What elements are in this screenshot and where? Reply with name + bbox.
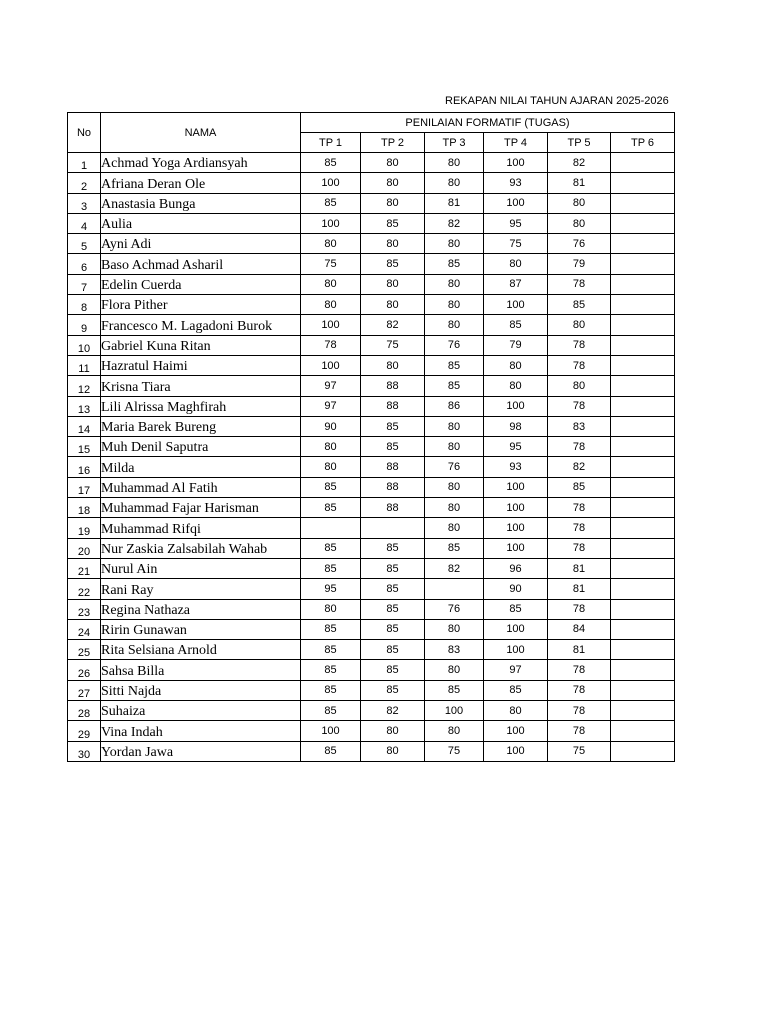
score-tp5-cell[interactable]: 78	[548, 498, 611, 518]
score-tp5-cell[interactable]: 80	[548, 213, 611, 233]
score-tp2-cell[interactable]: 82	[361, 315, 425, 335]
score-tp2-cell[interactable]: 85	[361, 599, 425, 619]
row-number-cell[interactable]: 26	[68, 660, 101, 680]
table-row	[68, 498, 675, 518]
table-row	[68, 376, 675, 396]
score-tp1-cell[interactable]: 80	[301, 437, 361, 457]
row-number-cell[interactable]: 13	[68, 396, 101, 416]
score-tp4-cell[interactable]: 87	[484, 274, 548, 294]
grades-table-body	[68, 153, 675, 762]
score-tp4-cell[interactable]: 80	[484, 355, 548, 375]
score-tp3-cell[interactable]: 100	[425, 701, 484, 721]
score-tp6-cell[interactable]	[611, 437, 675, 457]
score-tp5-cell[interactable]: 78	[548, 660, 611, 680]
header-tp2: TP 2	[361, 133, 425, 153]
header-formative-group: PENILAIAN FORMATIF (TUGAS)	[301, 113, 675, 133]
row-number-cell[interactable]: 2	[68, 173, 101, 193]
student-name-cell[interactable]: Muhammad Al Fatih	[101, 477, 301, 497]
student-name-cell[interactable]: Regina Nathaza	[101, 599, 301, 619]
score-tp3-cell[interactable]	[425, 579, 484, 599]
score-tp1-cell[interactable]: 80	[301, 295, 361, 315]
score-tp5-cell[interactable]: 82	[548, 153, 611, 173]
table-row	[68, 599, 675, 619]
score-tp1-cell[interactable]: 100	[301, 355, 361, 375]
score-tp1-cell[interactable]: 80	[301, 599, 361, 619]
score-tp1-cell[interactable]: 85	[301, 640, 361, 660]
score-tp3-cell[interactable]: 80	[425, 437, 484, 457]
score-tp5-cell[interactable]: 82	[548, 457, 611, 477]
score-tp3-cell[interactable]: 80	[425, 295, 484, 315]
score-tp5-cell[interactable]: 81	[548, 640, 611, 660]
student-name-cell[interactable]: Rani Ray	[101, 579, 301, 599]
student-name-cell[interactable]: Ririn Gunawan	[101, 619, 301, 639]
row-number-cell[interactable]: 7	[68, 274, 101, 294]
table-row	[68, 741, 675, 761]
score-tp5-cell[interactable]: 76	[548, 234, 611, 254]
score-tp1-cell[interactable]: 80	[301, 457, 361, 477]
student-name-cell[interactable]: Sitti Najda	[101, 680, 301, 700]
score-tp3-cell[interactable]: 85	[425, 538, 484, 558]
student-name-cell[interactable]: Afriana Deran Ole	[101, 173, 301, 193]
score-tp6-cell[interactable]	[611, 558, 675, 578]
score-tp4-cell[interactable]: 100	[484, 193, 548, 213]
score-tp1-cell[interactable]: 85	[301, 680, 361, 700]
score-tp2-cell[interactable]: 88	[361, 376, 425, 396]
score-tp6-cell[interactable]	[611, 234, 675, 254]
score-tp5-cell[interactable]: 79	[548, 254, 611, 274]
row-number-cell[interactable]: 6	[68, 254, 101, 274]
row-number-cell[interactable]: 1	[68, 153, 101, 173]
score-tp2-cell[interactable]: 88	[361, 457, 425, 477]
row-number-cell[interactable]: 11	[68, 355, 101, 375]
score-tp6-cell[interactable]	[611, 619, 675, 639]
table-row	[68, 416, 675, 436]
score-tp1-cell[interactable]: 100	[301, 721, 361, 741]
score-tp5-cell[interactable]: 78	[548, 274, 611, 294]
score-tp4-cell[interactable]: 93	[484, 173, 548, 193]
score-tp2-cell[interactable]	[361, 518, 425, 538]
score-tp3-cell[interactable]: 80	[425, 660, 484, 680]
student-name-cell[interactable]: Achmad Yoga Ardiansyah	[101, 153, 301, 173]
score-tp1-cell[interactable]: 85	[301, 538, 361, 558]
grades-table	[67, 112, 675, 762]
score-tp5-cell[interactable]: 78	[548, 396, 611, 416]
header-name: NAMA	[101, 113, 301, 153]
score-tp2-cell[interactable]: 80	[361, 274, 425, 294]
score-tp2-cell[interactable]: 80	[361, 193, 425, 213]
score-tp4-cell[interactable]: 95	[484, 213, 548, 233]
score-tp3-cell[interactable]: 85	[425, 355, 484, 375]
header-no: No	[68, 113, 101, 153]
score-tp6-cell[interactable]	[611, 193, 675, 213]
score-tp5-cell[interactable]: 80	[548, 376, 611, 396]
score-tp2-cell[interactable]: 88	[361, 498, 425, 518]
score-tp5-cell[interactable]: 75	[548, 741, 611, 761]
row-number-cell[interactable]: 28	[68, 701, 101, 721]
row-number-cell[interactable]: 17	[68, 477, 101, 497]
score-tp6-cell[interactable]	[611, 518, 675, 538]
table-row	[68, 173, 675, 193]
score-tp3-cell[interactable]: 85	[425, 680, 484, 700]
score-tp2-cell[interactable]: 80	[361, 234, 425, 254]
score-tp4-cell[interactable]: 100	[484, 498, 548, 518]
table-row	[68, 558, 675, 578]
score-tp1-cell[interactable]: 85	[301, 741, 361, 761]
score-tp5-cell[interactable]: 81	[548, 558, 611, 578]
table-row	[68, 193, 675, 213]
score-tp6-cell[interactable]	[611, 721, 675, 741]
score-tp1-cell[interactable]: 85	[301, 193, 361, 213]
score-tp1-cell[interactable]: 100	[301, 173, 361, 193]
score-tp3-cell[interactable]: 80	[425, 518, 484, 538]
score-tp2-cell[interactable]: 82	[361, 701, 425, 721]
score-tp2-cell[interactable]: 85	[361, 416, 425, 436]
score-tp4-cell[interactable]: 100	[484, 396, 548, 416]
score-tp3-cell[interactable]: 82	[425, 558, 484, 578]
score-tp3-cell[interactable]: 75	[425, 741, 484, 761]
score-tp3-cell[interactable]: 82	[425, 213, 484, 233]
score-tp3-cell[interactable]: 80	[425, 153, 484, 173]
score-tp3-cell[interactable]: 76	[425, 335, 484, 355]
score-tp4-cell[interactable]: 100	[484, 153, 548, 173]
row-number-cell[interactable]: 18	[68, 498, 101, 518]
table-row	[68, 701, 675, 721]
score-tp5-cell[interactable]: 78	[548, 518, 611, 538]
score-tp4-cell[interactable]: 85	[484, 599, 548, 619]
row-number-cell[interactable]: 10	[68, 335, 101, 355]
score-tp2-cell[interactable]: 88	[361, 396, 425, 416]
score-tp3-cell[interactable]: 85	[425, 254, 484, 274]
score-tp2-cell[interactable]: 80	[361, 721, 425, 741]
student-name-cell[interactable]: Francesco M. Lagadoni Burok	[101, 315, 301, 335]
score-tp6-cell[interactable]	[611, 457, 675, 477]
score-tp2-cell[interactable]: 75	[361, 335, 425, 355]
score-tp6-cell[interactable]	[611, 640, 675, 660]
table-row	[68, 477, 675, 497]
score-tp3-cell[interactable]: 86	[425, 396, 484, 416]
row-number-cell[interactable]: 4	[68, 213, 101, 233]
student-name-cell[interactable]: Sahsa Billa	[101, 660, 301, 680]
header-tp3: TP 3	[425, 133, 484, 153]
score-tp1-cell[interactable]: 90	[301, 416, 361, 436]
student-name-cell[interactable]: Krisna Tiara	[101, 376, 301, 396]
header-tp4: TP 4	[484, 133, 548, 153]
table-row	[68, 396, 675, 416]
score-tp2-cell[interactable]: 85	[361, 640, 425, 660]
score-tp6-cell[interactable]	[611, 396, 675, 416]
score-tp1-cell[interactable]: 78	[301, 335, 361, 355]
table-row	[68, 213, 675, 233]
student-name-cell[interactable]: Muhammad Fajar Harisman	[101, 498, 301, 518]
score-tp1-cell[interactable]: 85	[301, 619, 361, 639]
score-tp3-cell[interactable]: 85	[425, 376, 484, 396]
table-row	[68, 295, 675, 315]
score-tp5-cell[interactable]: 81	[548, 579, 611, 599]
score-tp2-cell[interactable]: 85	[361, 579, 425, 599]
score-tp1-cell[interactable]: 85	[301, 701, 361, 721]
score-tp4-cell[interactable]: 100	[484, 538, 548, 558]
score-tp1-cell[interactable]: 85	[301, 477, 361, 497]
table-row	[68, 579, 675, 599]
row-number-cell[interactable]: 30	[68, 741, 101, 761]
table-row	[68, 274, 675, 294]
score-tp3-cell[interactable]: 81	[425, 193, 484, 213]
score-tp2-cell[interactable]: 85	[361, 660, 425, 680]
score-tp2-cell[interactable]: 85	[361, 680, 425, 700]
score-tp2-cell[interactable]: 80	[361, 741, 425, 761]
score-tp2-cell[interactable]: 80	[361, 355, 425, 375]
score-tp2-cell[interactable]: 88	[361, 477, 425, 497]
score-tp4-cell[interactable]: 80	[484, 701, 548, 721]
table-row	[68, 153, 675, 173]
score-tp1-cell[interactable]: 97	[301, 396, 361, 416]
score-tp3-cell[interactable]: 80	[425, 234, 484, 254]
student-name-cell[interactable]: Anastasia Bunga	[101, 193, 301, 213]
student-name-cell[interactable]: Edelin Cuerda	[101, 274, 301, 294]
student-name-cell[interactable]: Lili Alrissa Maghfirah	[101, 396, 301, 416]
score-tp1-cell[interactable]: 97	[301, 376, 361, 396]
row-number-cell[interactable]: 21	[68, 558, 101, 578]
score-tp6-cell[interactable]	[611, 498, 675, 518]
score-tp5-cell[interactable]: 78	[548, 335, 611, 355]
score-tp4-cell[interactable]: 100	[484, 741, 548, 761]
row-number-cell[interactable]: 20	[68, 538, 101, 558]
score-tp6-cell[interactable]	[611, 701, 675, 721]
score-tp2-cell[interactable]: 85	[361, 619, 425, 639]
score-tp6-cell[interactable]	[611, 213, 675, 233]
score-tp1-cell[interactable]: 100	[301, 213, 361, 233]
score-tp6-cell[interactable]	[611, 274, 675, 294]
student-name-cell[interactable]: Flora Pither	[101, 295, 301, 315]
table-row	[68, 315, 675, 335]
header-tp1: TP 1	[301, 133, 361, 153]
student-name-cell[interactable]: Aulia	[101, 213, 301, 233]
score-tp4-cell[interactable]: 93	[484, 457, 548, 477]
score-tp1-cell[interactable]	[301, 518, 361, 538]
student-name-cell[interactable]: Nur Zaskia Zalsabilah Wahab	[101, 538, 301, 558]
score-tp3-cell[interactable]: 80	[425, 315, 484, 335]
score-tp1-cell[interactable]: 100	[301, 315, 361, 335]
score-tp4-cell[interactable]: 100	[484, 640, 548, 660]
score-tp6-cell[interactable]	[611, 660, 675, 680]
row-number-cell[interactable]: 23	[68, 599, 101, 619]
student-name-cell[interactable]: Gabriel Kuna Ritan	[101, 335, 301, 355]
score-tp1-cell[interactable]: 80	[301, 234, 361, 254]
score-tp3-cell[interactable]: 76	[425, 457, 484, 477]
score-tp4-cell[interactable]: 80	[484, 254, 548, 274]
row-number-cell[interactable]: 25	[68, 640, 101, 660]
score-tp1-cell[interactable]: 85	[301, 558, 361, 578]
row-number-cell[interactable]: 27	[68, 680, 101, 700]
score-tp5-cell[interactable]: 84	[548, 619, 611, 639]
score-tp6-cell[interactable]	[611, 477, 675, 497]
header-tp5: TP 5	[548, 133, 611, 153]
row-number-cell[interactable]: 9	[68, 315, 101, 335]
header-tp6: TP 6	[611, 133, 675, 153]
score-tp4-cell[interactable]: 79	[484, 335, 548, 355]
score-tp6-cell[interactable]	[611, 416, 675, 436]
score-tp3-cell[interactable]: 76	[425, 599, 484, 619]
student-name-cell[interactable]: Muhammad Rifqi	[101, 518, 301, 538]
score-tp5-cell[interactable]: 80	[548, 315, 611, 335]
row-number-cell[interactable]: 3	[68, 193, 101, 213]
row-number-cell[interactable]: 8	[68, 295, 101, 315]
score-tp4-cell[interactable]: 80	[484, 376, 548, 396]
score-tp1-cell[interactable]: 95	[301, 579, 361, 599]
score-tp4-cell[interactable]: 96	[484, 558, 548, 578]
row-number-cell[interactable]: 12	[68, 376, 101, 396]
score-tp4-cell[interactable]: 95	[484, 437, 548, 457]
score-tp6-cell[interactable]	[611, 153, 675, 173]
score-tp4-cell[interactable]: 85	[484, 315, 548, 335]
table-row	[68, 335, 675, 355]
score-tp3-cell[interactable]: 80	[425, 274, 484, 294]
score-tp3-cell[interactable]: 80	[425, 477, 484, 497]
score-tp6-cell[interactable]	[611, 538, 675, 558]
table-row	[68, 680, 675, 700]
score-tp2-cell[interactable]: 85	[361, 213, 425, 233]
score-tp1-cell[interactable]: 80	[301, 274, 361, 294]
score-tp1-cell[interactable]: 85	[301, 498, 361, 518]
score-tp4-cell[interactable]: 100	[484, 518, 548, 538]
score-tp1-cell[interactable]: 85	[301, 660, 361, 680]
score-tp6-cell[interactable]	[611, 355, 675, 375]
score-tp6-cell[interactable]	[611, 254, 675, 274]
row-number-cell[interactable]: 16	[68, 457, 101, 477]
row-number-cell[interactable]: 29	[68, 721, 101, 741]
score-tp4-cell[interactable]: 100	[484, 619, 548, 639]
score-tp5-cell[interactable]: 85	[548, 295, 611, 315]
score-tp5-cell[interactable]: 78	[548, 599, 611, 619]
row-number-cell[interactable]: 24	[68, 619, 101, 639]
student-name-cell[interactable]: Nurul Ain	[101, 558, 301, 578]
score-tp4-cell[interactable]: 75	[484, 234, 548, 254]
student-name-cell[interactable]: Muh Denil Saputra	[101, 437, 301, 457]
student-name-cell[interactable]: Baso Achmad Asharil	[101, 254, 301, 274]
table-row	[68, 355, 675, 375]
table-row	[68, 619, 675, 639]
score-tp4-cell[interactable]: 97	[484, 660, 548, 680]
student-name-cell[interactable]: Maria Barek Bureng	[101, 416, 301, 436]
score-tp6-cell[interactable]	[611, 680, 675, 700]
score-tp5-cell[interactable]: 83	[548, 416, 611, 436]
score-tp6-cell[interactable]	[611, 335, 675, 355]
score-tp5-cell[interactable]: 78	[548, 538, 611, 558]
score-tp2-cell[interactable]: 85	[361, 558, 425, 578]
score-tp3-cell[interactable]: 80	[425, 721, 484, 741]
score-tp2-cell[interactable]: 80	[361, 153, 425, 173]
table-row	[68, 660, 675, 680]
row-number-cell[interactable]: 5	[68, 234, 101, 254]
report-title-region	[300, 92, 675, 112]
score-tp5-cell[interactable]: 78	[548, 680, 611, 700]
table-row	[68, 640, 675, 660]
score-tp6-cell[interactable]	[611, 376, 675, 396]
student-name-cell[interactable]: Milda	[101, 457, 301, 477]
table-row	[68, 518, 675, 538]
score-tp5-cell[interactable]: 78	[548, 355, 611, 375]
score-tp2-cell[interactable]: 85	[361, 538, 425, 558]
student-name-cell[interactable]: Vina Indah	[101, 721, 301, 741]
table-row	[68, 538, 675, 558]
table-row	[68, 254, 675, 274]
table-row	[68, 721, 675, 741]
score-tp2-cell[interactable]: 80	[361, 295, 425, 315]
score-tp6-cell[interactable]	[611, 579, 675, 599]
score-tp3-cell[interactable]: 80	[425, 498, 484, 518]
row-number-cell[interactable]: 22	[68, 579, 101, 599]
score-tp1-cell[interactable]: 85	[301, 153, 361, 173]
score-tp6-cell[interactable]	[611, 295, 675, 315]
score-tp4-cell[interactable]: 90	[484, 579, 548, 599]
score-tp2-cell[interactable]: 80	[361, 173, 425, 193]
score-tp4-cell[interactable]: 98	[484, 416, 548, 436]
score-tp6-cell[interactable]	[611, 315, 675, 335]
score-tp2-cell[interactable]: 85	[361, 437, 425, 457]
score-tp5-cell[interactable]: 78	[548, 701, 611, 721]
score-tp4-cell[interactable]: 100	[484, 721, 548, 741]
student-name-cell[interactable]: Ayni Adi	[101, 234, 301, 254]
table-row	[68, 234, 675, 254]
row-number-cell[interactable]: 14	[68, 416, 101, 436]
score-tp3-cell[interactable]: 80	[425, 173, 484, 193]
score-tp5-cell[interactable]: 80	[548, 193, 611, 213]
score-tp4-cell[interactable]: 100	[484, 477, 548, 497]
score-tp5-cell[interactable]: 85	[548, 477, 611, 497]
score-tp1-cell[interactable]: 75	[301, 254, 361, 274]
student-name-cell[interactable]: Suhaiza	[101, 701, 301, 721]
table-row	[68, 457, 675, 477]
score-tp6-cell[interactable]	[611, 599, 675, 619]
score-tp3-cell[interactable]: 80	[425, 416, 484, 436]
student-name-cell[interactable]: Rita Selsiana Arnold	[101, 640, 301, 660]
row-number-cell[interactable]: 15	[68, 437, 101, 457]
score-tp6-cell[interactable]	[611, 173, 675, 193]
score-tp4-cell[interactable]: 100	[484, 295, 548, 315]
score-tp5-cell[interactable]: 78	[548, 721, 611, 741]
score-tp2-cell[interactable]: 85	[361, 254, 425, 274]
row-number-cell[interactable]: 19	[68, 518, 101, 538]
score-tp5-cell[interactable]: 78	[548, 437, 611, 457]
table-row	[68, 437, 675, 457]
score-tp3-cell[interactable]: 83	[425, 640, 484, 660]
student-name-cell[interactable]: Hazratul Haimi	[101, 355, 301, 375]
score-tp5-cell[interactable]: 81	[548, 173, 611, 193]
report-title: REKAPAN NILAI TAHUN AJARAN 2025-2026	[445, 95, 669, 107]
student-name-cell[interactable]: Yordan Jawa	[101, 741, 301, 761]
score-tp3-cell[interactable]: 80	[425, 619, 484, 639]
score-tp6-cell[interactable]	[611, 741, 675, 761]
score-tp4-cell[interactable]: 85	[484, 680, 548, 700]
